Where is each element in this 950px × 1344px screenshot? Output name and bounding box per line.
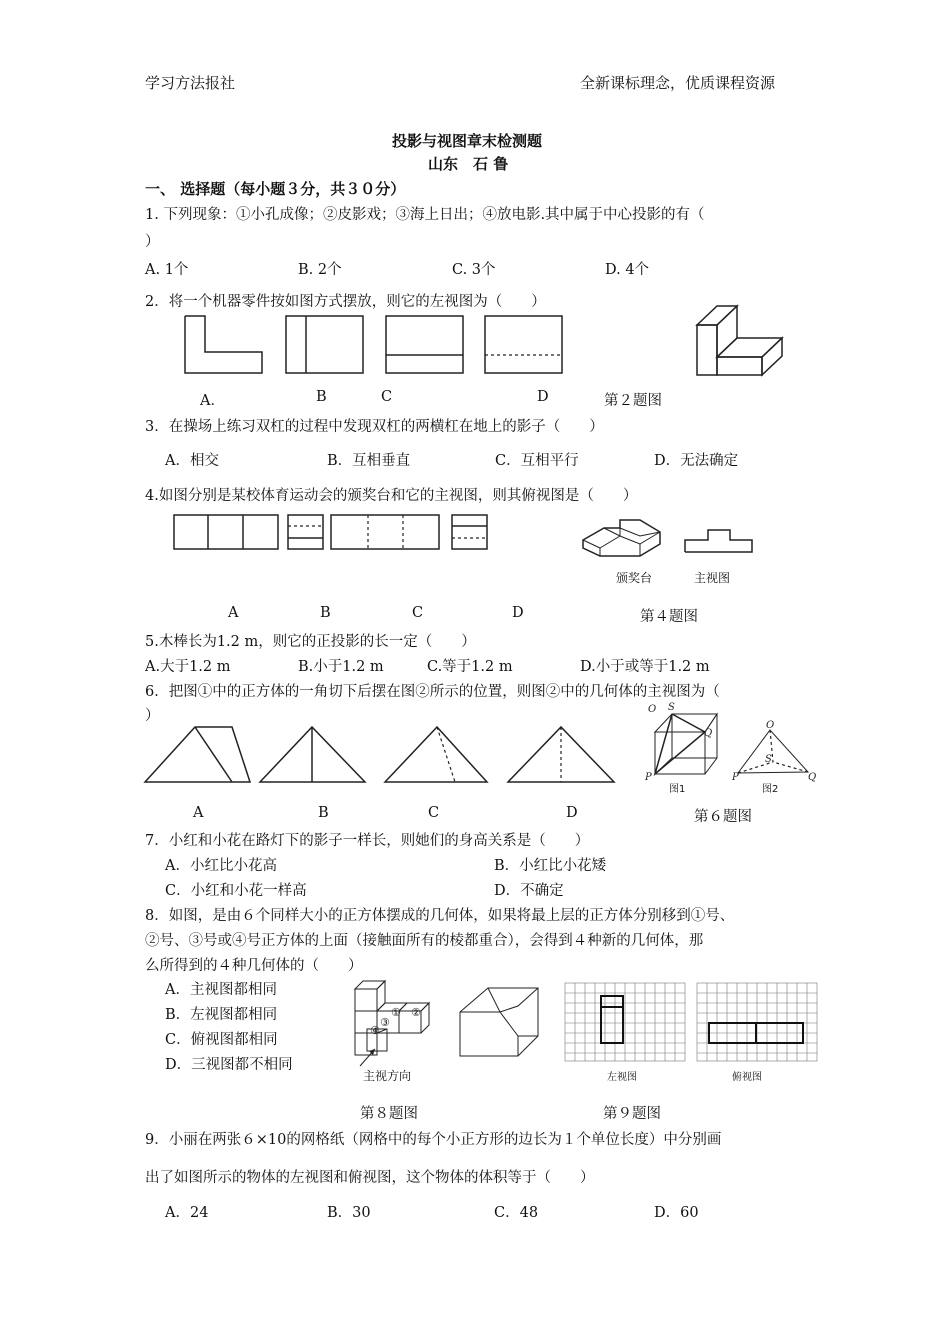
q8-option-d: D．三视图都不相同 — [165, 1057, 293, 1073]
q4-label-b: B — [320, 605, 331, 621]
q2-label-d: D — [537, 389, 549, 405]
header-left: 学习方法报社 — [145, 74, 236, 92]
q7-option-b: B．小红比小花矮 — [494, 858, 607, 874]
svg-text:③: ③ — [380, 1016, 390, 1029]
q8-cube-figure — [355, 981, 429, 1066]
q4-text: 4.如图分别是某校体育运动会的颁奖台和它的主视图，则其俯视图是（ ） — [145, 488, 638, 504]
q5-text: 5.木棒长为1.2 m，则它的正投影的长一定（ ） — [145, 634, 476, 650]
q6-fig2-label: 图2 — [762, 784, 779, 795]
page-title: 投影与视图章末检测题 — [392, 132, 543, 150]
q6-caption: 第６题图 — [694, 809, 752, 825]
q9-option-a: A．24 — [165, 1205, 209, 1221]
q3-text: 3．在操场上练习双杠的过程中发现双杠的两横杠在地上的影子（ ） — [145, 419, 604, 435]
q4-label-a: A — [228, 605, 239, 621]
q3-option-d: D．无法确定 — [654, 453, 739, 469]
q9-top-view-label: 俯视图 — [732, 1072, 762, 1083]
q2-label-c: C — [381, 389, 393, 405]
svg-text:P: P — [732, 772, 739, 783]
q9-option-b: B．30 — [327, 1205, 371, 1221]
svg-text:①: ① — [391, 1006, 401, 1019]
q1-text-cont: ） — [145, 234, 160, 250]
q6-label-b: B — [318, 805, 329, 821]
q9-option-d: D．60 — [654, 1205, 699, 1221]
q9-option-c: C．48 — [494, 1205, 539, 1221]
q9-left-view-label: 左视图 — [607, 1072, 637, 1083]
svg-text:Q: Q — [704, 728, 713, 739]
header-right: 全新课标理念，优质课程资源 — [580, 74, 776, 92]
q8-caption: 第８题图 — [360, 1106, 418, 1122]
q1-option-a: A. 1个 — [145, 262, 189, 278]
svg-text:P: P — [645, 772, 652, 783]
q8-option-b: B．左视图都相同 — [165, 1007, 278, 1023]
svg-text:O: O — [648, 704, 657, 715]
q4-label-d: D — [512, 605, 524, 621]
q2-text: 2．将一个机器零件按如图方式摆放，则它的左视图为（ ） — [145, 294, 546, 310]
q6-label-d: D — [566, 805, 578, 821]
q4-main-view-label: 主视图 — [694, 571, 731, 585]
author: 山东 石 鲁 — [428, 155, 509, 173]
q1-option-c: C. 3个 — [452, 262, 496, 278]
q4-caption: 第４题图 — [640, 609, 698, 625]
q7-option-a: A．小红比小花高 — [165, 858, 277, 874]
q2-label-b: B — [316, 389, 327, 405]
q3-option-c: C．互相平行 — [495, 453, 579, 469]
svg-text:②: ② — [411, 1006, 421, 1019]
q9-caption: 第９题图 — [603, 1106, 661, 1122]
q9-text-line2: 出了如图所示的物体的左视图和俯视图，这个物体的体积等于（ ） — [145, 1170, 595, 1186]
q3-option-a: A．相交 — [165, 453, 219, 469]
q1-option-b: B. 2个 — [298, 262, 342, 278]
q5-option-c: C.等于1.2 m — [427, 659, 513, 675]
section-heading: 一、 选择题（每小题３分，共３０分） — [145, 180, 406, 198]
q5-option-a: A.大于1.2 m — [145, 659, 231, 675]
svg-text:S: S — [765, 754, 772, 765]
q3-option-b: B．互相垂直 — [327, 453, 411, 469]
q6-label-a: A — [193, 805, 204, 821]
q1-option-d: D. 4个 — [605, 262, 650, 278]
q6-text: 6．把图①中的正方体的一角切下后摆在图②所示的位置，则图②中的几何体的主视图为（ — [145, 684, 720, 700]
q2-caption: 第２题图 — [604, 393, 662, 409]
q9-top-view-grid — [697, 983, 817, 1061]
svg-text:S: S — [668, 702, 675, 713]
q8-view-direction-label: 主视方向 — [363, 1069, 412, 1083]
q8-option-c: C．俯视图都相同 — [165, 1032, 278, 1048]
q8-text-line3: 么所得到的４种几何体的（ ） — [145, 958, 363, 974]
q5-option-d: D.小于或等于1.2 m — [580, 659, 710, 675]
svg-text:Q: Q — [808, 772, 817, 783]
q6-fig1-label: 图1 — [669, 784, 686, 795]
q9-text-line1: 9．小丽在两张６×10的网格纸（网格中的每个小正方形的边长为１个单位长度）中分别画 — [145, 1132, 722, 1148]
q8-text-line2: ②号、③号或④号正方体的上面（接触面所有的棱都重合），会得到４种新的几何体，那 — [145, 933, 704, 949]
q9-left-view-grid — [565, 983, 685, 1061]
q4-podium-label: 颁奖台 — [616, 571, 653, 585]
q6-label-c: C — [428, 805, 440, 821]
q8-text-line1: 8．如图，是由６个同样大小的正方体摆成的几何体，如果将最上层的正方体分别移到①号、 — [145, 908, 735, 924]
q9-object — [460, 988, 538, 1056]
q2-label-a: A． — [200, 393, 225, 409]
q8-option-a: A．主视图都相同 — [165, 982, 277, 998]
q4-label-c: C — [412, 605, 424, 621]
svg-text:O: O — [766, 720, 775, 731]
q1-text: 1. 下列现象：①小孔成像；②皮影戏；③海上日出；④放电影.其中属于中心投影的有（ — [145, 207, 705, 223]
q6-text-cont: ） — [145, 708, 160, 724]
q7-option-d: D．不确定 — [494, 883, 564, 899]
q7-text: 7．小红和小花在路灯下的影子一样长，则她们的身高关系是（ ） — [145, 833, 590, 849]
svg-text:④: ④ — [370, 1024, 380, 1037]
q7-option-c: C．小红和小花一样高 — [165, 883, 307, 899]
q5-option-b: B.小于1.2 m — [298, 659, 384, 675]
